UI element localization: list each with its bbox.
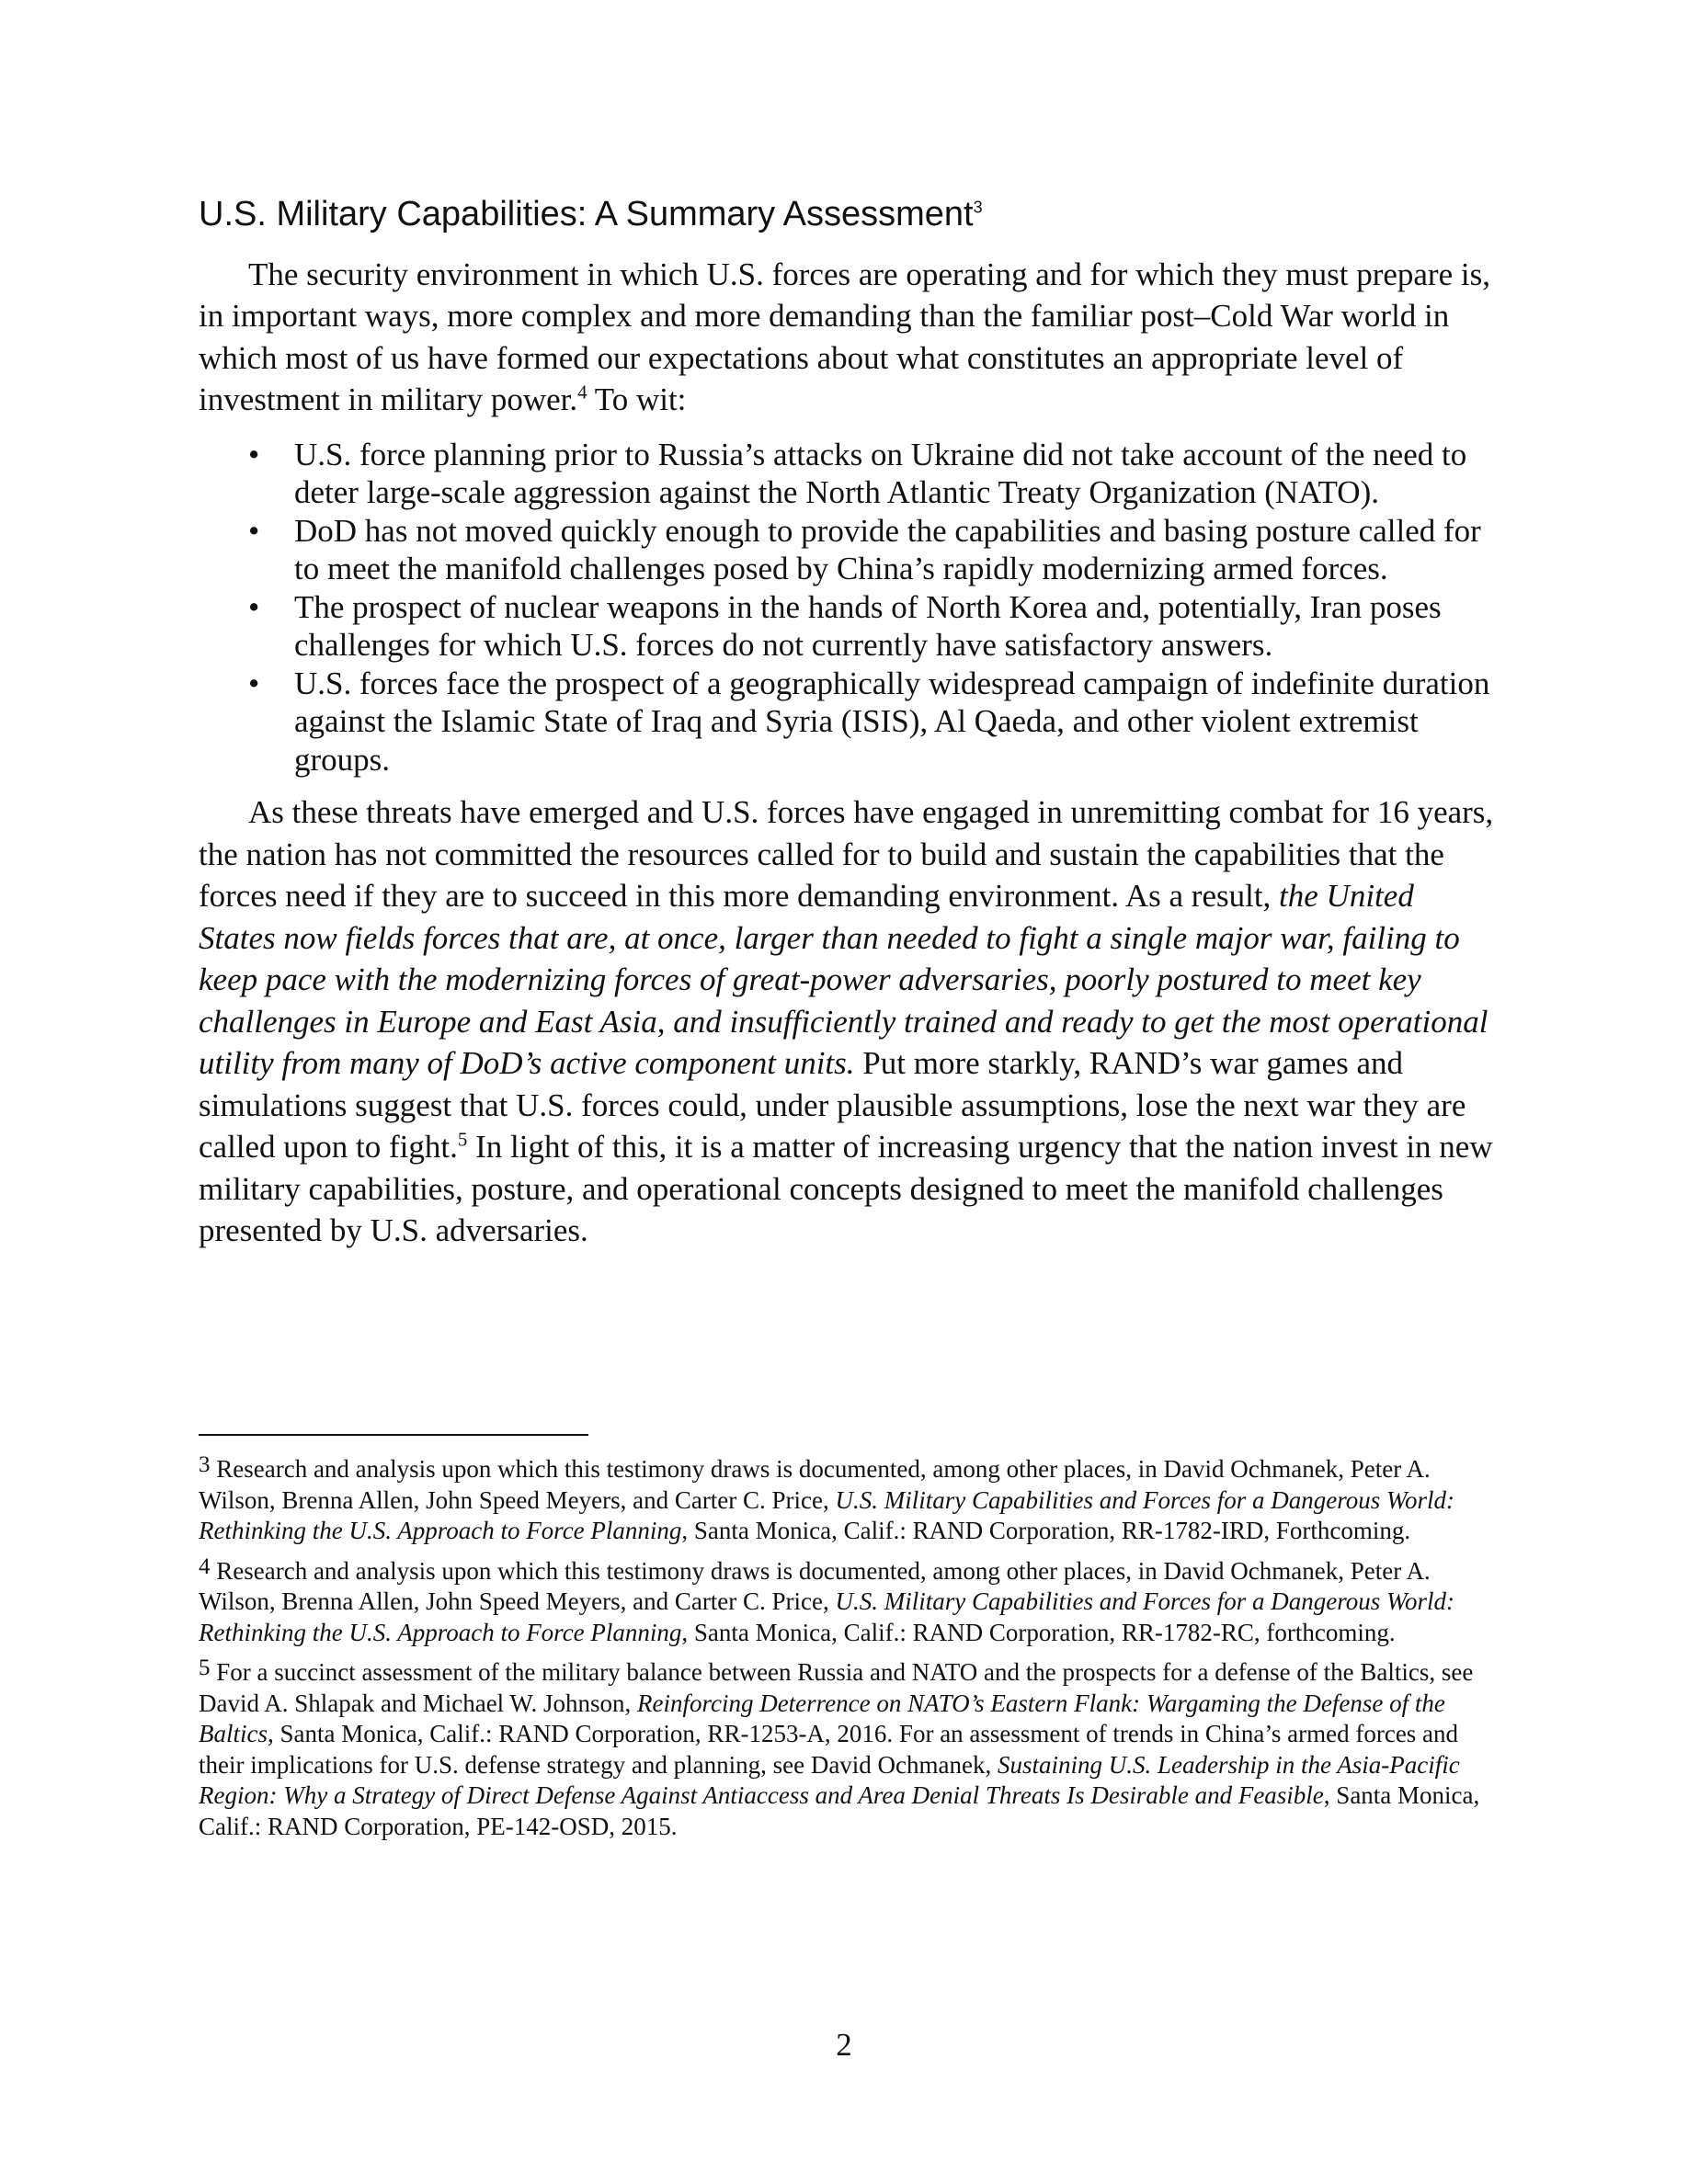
body-text-part1: As these threats have emerged and U.S. forces have engaged in unremitting combat for 16 years, the nation has not committed the resources called for to build and sustain the capabilities that the forces need if they are to succeed in this more demanding environment. As a result, xyxy=(199,794,1494,914)
footnote-5 xyxy=(199,1657,1495,1842)
section-heading xyxy=(199,193,1495,237)
list-item-text: U.S. forces face the prospect of a geographically widespread campaign of indefinite duration against the Islamic State of Iraq and Syria (ISIS), Al Qaeda, and other violent extremist groups. xyxy=(294,665,1490,778)
list-item-text: DoD has not moved quickly enough to provide the capabilities and basing posture called for to meet the manifold challenges posed by China’s rapidly modernizing armed forces. xyxy=(294,512,1481,586)
bullet-icon: • xyxy=(248,665,260,701)
bullet-icon: • xyxy=(248,436,260,472)
footnotes xyxy=(199,1454,1495,1851)
footnote-title: Sustaining U.S. Leadership in the Asia-Pacific Region: Why a Strategy of Direct Defense Against Antiaccess and Area Denial Threats Is Desirable and Feasible xyxy=(199,1750,1460,1809)
section-heading-text: U.S. Military Capabilities: A Summary Assessment xyxy=(199,195,974,233)
threat-list xyxy=(199,436,1495,779)
intro-paragraph xyxy=(199,254,1495,421)
body-paragraph xyxy=(199,791,1495,1252)
page-number: 2 xyxy=(836,2027,852,2063)
body-emphasis: the United States now fields forces that are, at once, larger than needed to fight a single major war, failing to keep pace with the modernizing forces of great-power adversaries, poorly postured to meet key challenges in Europe and East Asia, and insufficiently trained and ready to get the most operational utility from many of DoD’s active component units. xyxy=(199,878,1488,1081)
footnote-text: , Santa Monica, Calif.: RAND Corporation, RR-1782-RC, forthcoming. xyxy=(681,1618,1396,1646)
list-item xyxy=(199,665,1495,779)
intro-after: To wit: xyxy=(587,381,687,417)
footnote-number: 4 xyxy=(199,1553,211,1579)
document-page xyxy=(199,193,1495,1252)
footnote-ref-5[interactable]: 5 xyxy=(457,1128,468,1151)
bullet-icon: • xyxy=(248,588,260,625)
list-item xyxy=(199,512,1495,588)
footnote-text: , Santa Monica, Calif.: RAND Corporation, RR-1253-A, 2016. For an assessment of trends in China’s armed forces and their implications for U.S. defense strategy and planning, see David Ochmanek, xyxy=(199,1720,1459,1779)
footnote-divider xyxy=(199,1434,588,1436)
body-text-part3: In light of this, it is a matter of increasing urgency that the nation invest in new military capabilities, posture, and operational concepts designed to meet the manifold challenges presented by U.S. adversaries. xyxy=(199,1129,1493,1248)
footnote-4 xyxy=(199,1553,1495,1649)
footnote-text: , Santa Monica, Calif.: RAND Corporation, RR-1782-IRD, Forthcoming. xyxy=(681,1517,1411,1544)
body-text-part2: Put more starkly, RAND’s war games and simulations suggest that U.S. forces could, under plausible assumptions, lose the next war they are called upon to fight. xyxy=(199,1045,1466,1165)
list-item-text: The prospect of nuclear weapons in the hands of North Korea and, potentially, Iran poses challenges for which U.S. forces do not currently have satisfactory answers. xyxy=(294,588,1442,663)
footnote-text: , Santa Monica, Calif.: RAND Corporation, PE-142-OSD, 2015. xyxy=(199,1781,1480,1840)
intro-text: The security environment in which U.S. forces are operating and for which they must prepare is, in important ways, more complex and more demanding than the familiar post–Cold War world in which most of us have formed our expectations about what constitutes an appropriate level of investment in military power. xyxy=(199,256,1490,417)
footnote-title: U.S. Military Capabilities and Forces for a Dangerous World: Rethinking the U.S. Approach to Force Planning xyxy=(199,1485,1455,1544)
footnote-3 xyxy=(199,1454,1495,1547)
footnote-title: Reinforcing Deterrence on NATO’s Eastern Flank: Wargaming the Defense of the Baltics xyxy=(199,1689,1445,1747)
footnote-text: Research and analysis upon which this testimony draws is documented, among other places, in David Ochmanek, Peter A. Wilson, Brenna Allen, John Speed Meyers, and Carter C. Price, xyxy=(199,1455,1431,1514)
footnote-text: Research and analysis upon which this testimony draws is documented, among other places, in David Ochmanek, Peter A. Wilson, Brenna Allen, John Speed Meyers, and Carter C. Price, xyxy=(199,1556,1431,1615)
list-item-text: U.S. force planning prior to Russia’s attacks on Ukraine did not take account of the need to deter large-scale aggression against the North Atlantic Treaty Organization (NATO). xyxy=(294,436,1467,510)
list-item xyxy=(199,588,1495,665)
footnote-title: U.S. Military Capabilities and Forces for a Dangerous World: Rethinking the U.S. Approach to Force Planning xyxy=(199,1587,1455,1646)
footnote-ref-3[interactable]: 3 xyxy=(973,198,983,217)
footnote-number: 5 xyxy=(199,1655,211,1680)
list-item xyxy=(199,436,1495,512)
footnote-number: 3 xyxy=(199,1452,211,1477)
bullet-icon: • xyxy=(248,512,260,549)
footnote-ref-4[interactable]: 4 xyxy=(577,381,587,404)
footnote-text: For a succinct assessment of the military balance between Russia and NATO and the prospects for a defense of the Baltics, see David A. Shlapak and Michael W. Johnson, xyxy=(199,1658,1474,1717)
